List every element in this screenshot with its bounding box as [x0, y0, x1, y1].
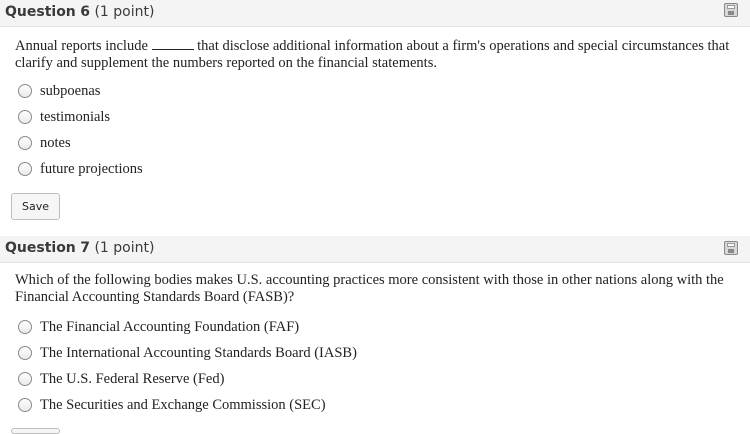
radio-button[interactable]	[18, 110, 32, 124]
question-6-title: Question 6 (1 point)	[5, 4, 155, 20]
save-button[interactable]: Save	[11, 193, 60, 220]
floppy-disk-icon[interactable]	[724, 3, 738, 17]
radio-button[interactable]	[18, 162, 32, 176]
question-6-text: Annual reports include that disclose additional information about a firm's operations and special circumstances that clarify and supplement the numbers reported on the financial statements.	[15, 38, 730, 71]
question-7-header	[0, 236, 750, 263]
question-6-header	[0, 0, 750, 27]
save-button-partial[interactable]	[11, 428, 60, 434]
radio-button[interactable]	[18, 372, 32, 386]
floppy-disk-icon[interactable]	[724, 241, 738, 255]
radio-button[interactable]	[18, 346, 32, 360]
radio-button[interactable]	[18, 320, 32, 334]
question-7-title: Question 7 (1 point)	[5, 240, 155, 256]
answer-blank	[152, 37, 194, 50]
question-7-text: Which of the following bodies makes U.S. accounting practices more consistent with those in other nations along with the Financial Accounting Standards Board (FASB)?	[15, 272, 724, 305]
radio-button[interactable]	[18, 398, 32, 412]
radio-button[interactable]	[18, 84, 32, 98]
radio-button[interactable]	[18, 136, 32, 150]
